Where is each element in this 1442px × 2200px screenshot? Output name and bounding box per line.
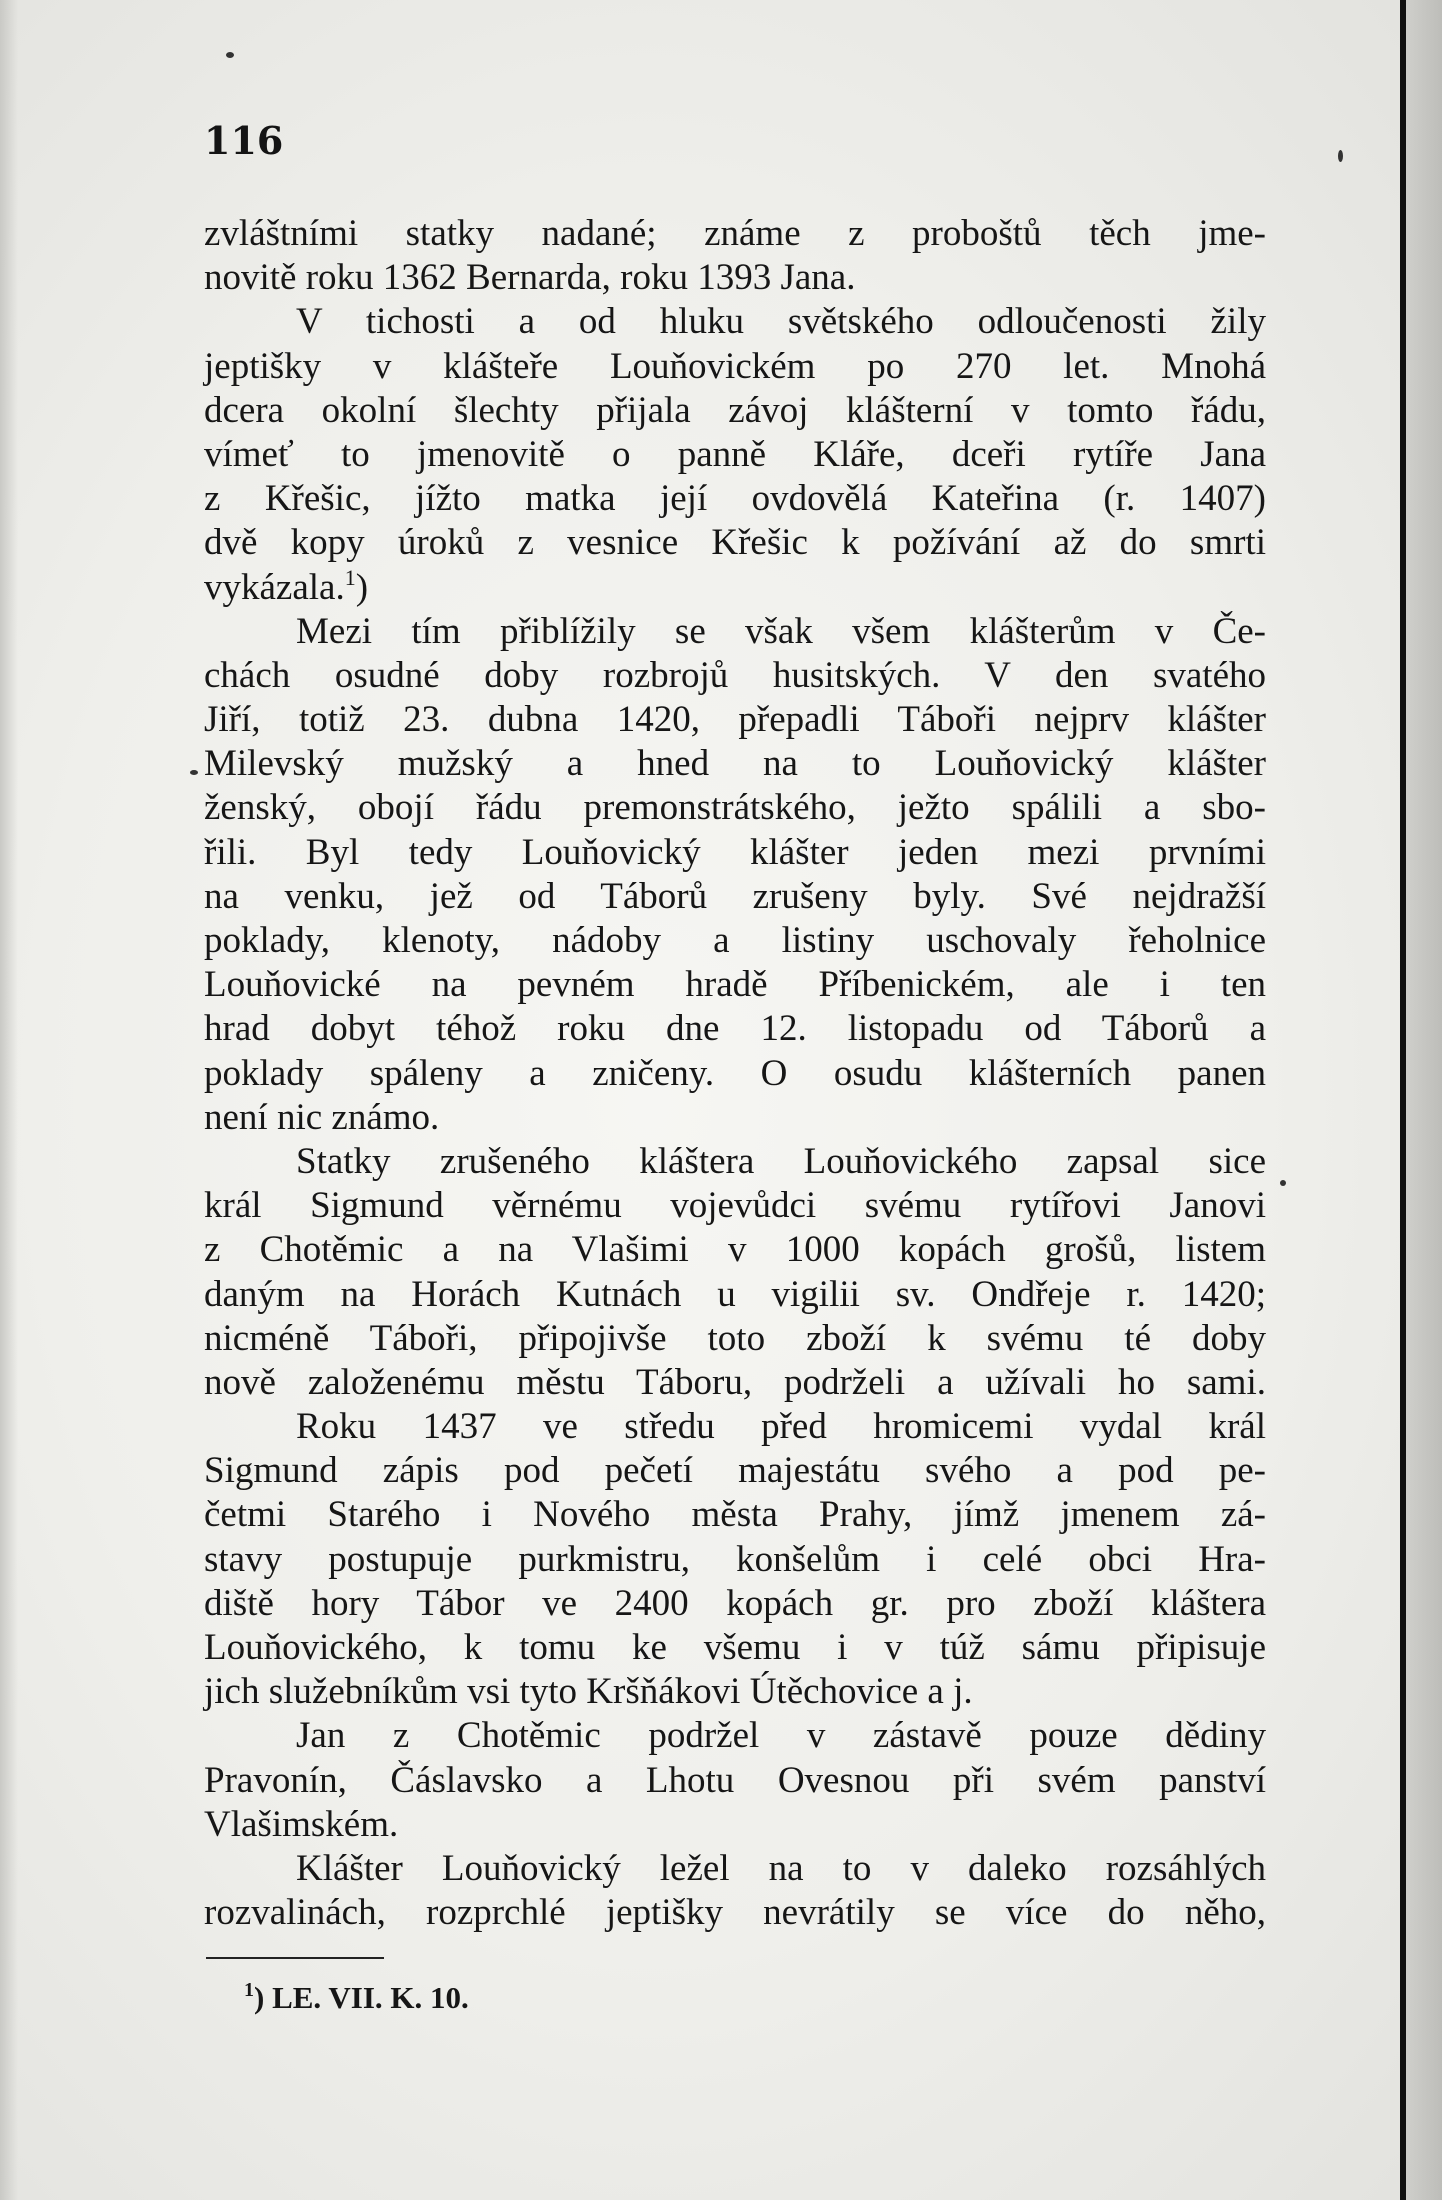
text-line — [204, 1273, 1266, 1317]
print-speck — [190, 770, 198, 775]
text-line-content: vímeť to jmenovitě o panně Kláře, dceři rytíře Jana — [204, 433, 1266, 475]
text-line — [204, 345, 1266, 389]
text-line-content: z Chotěmic a na Vlašimi v 1000 kopách grošů, listem — [204, 1229, 1266, 1271]
text-line — [204, 1140, 1266, 1184]
footnote-rule — [206, 1957, 384, 1959]
text-line-content: Jiří, totiž 23. dubna 1420, přepadli Táboři nejprv klášter — [204, 699, 1266, 741]
text-line-content: poklady spáleny a zničeny. O osudu klášterních panen — [204, 1052, 1266, 1094]
text-line — [204, 1361, 1266, 1405]
page-right-margin — [1406, 0, 1442, 2200]
text-line-content: zvláštními statky nadané; známe z proboštů těch jme- — [204, 213, 1266, 254]
footnote-text: LE. VII. K. 10. — [264, 1980, 469, 2015]
text-line-content: daným na Horách Kutnách u vigilii sv. Ondřeje r. 1420; — [204, 1273, 1266, 1315]
text-line — [204, 1228, 1266, 1272]
page-left-shadow — [0, 0, 18, 2200]
text-line — [204, 1538, 1266, 1582]
text-line-content: dcera okolní šlechty přijala závoj klášterní v tomto řádu, — [204, 389, 1266, 431]
text-line — [204, 300, 1266, 344]
text-line-content: chách osudné doby rozbrojů husitských. V den svatého — [204, 654, 1266, 696]
text-line — [204, 566, 1266, 610]
footnote-reference-bracket: ) — [355, 566, 369, 608]
print-speck — [1280, 1180, 1286, 1186]
text-line-content: není nic známo. — [204, 1096, 440, 1138]
text-line-content: rozvalinách, rozprchlé jeptišky nevrátily se více do něho, — [204, 1892, 1266, 1934]
text-line — [204, 433, 1266, 477]
text-line — [204, 742, 1266, 786]
text-line-content: jeptišky v klášteře Louňovickém po 270 let. Mnohá — [204, 345, 1266, 387]
text-line — [204, 521, 1266, 565]
text-line — [204, 831, 1266, 875]
text-line-content: Mezi tím přiblížily se však všem klášterům v Če- — [296, 610, 1266, 652]
text-line — [204, 477, 1266, 521]
text-line — [204, 212, 1266, 256]
text-line — [204, 698, 1266, 742]
text-line-content: V tichosti a od hluku světského odloučenosti žily — [296, 301, 1266, 343]
text-line — [204, 1847, 1266, 1891]
text-line — [204, 1803, 1266, 1847]
text-line-content: Louňovické na pevném hradě Příbenickém, ale i ten — [204, 964, 1266, 1006]
text-line-content: nicméně Táboři, připojivše toto zboží k svému té doby — [204, 1317, 1266, 1359]
text-line-content: Vlašimském. — [204, 1803, 399, 1845]
text-line-content: Milevský mužský a hned na to Louňovický klášter — [204, 743, 1266, 785]
text-line-content: četmi Starého i Nového města Prahy, jímž jmenem zá- — [204, 1494, 1266, 1536]
text-line-content: Klášter Louňovický ležel na to v daleko rozsáhlých — [296, 1847, 1266, 1889]
text-line — [204, 1626, 1266, 1670]
text-line — [204, 1759, 1266, 1803]
text-line — [204, 1007, 1266, 1051]
text-line-content: ženský, obojí řádu premonstrátského, ježto spálili a sbo- — [204, 787, 1266, 829]
page-number: 116 — [204, 118, 284, 163]
text-line-content: na venku, jež od Táborů zrušeny byly. Své nejdražší — [204, 875, 1266, 917]
text-line — [204, 1891, 1266, 1935]
text-line-content: Jan z Chotěmic podržel v zástavě pouze dědiny — [296, 1715, 1266, 1757]
footnote-bracket: ) — [254, 1980, 265, 2015]
text-line — [204, 1449, 1266, 1493]
text-line-content: Louňovického, k tomu ke všemu i v túž sámu připisuje — [204, 1627, 1266, 1668]
text-line — [204, 786, 1266, 830]
text-line-content: hrad dobyt téhož roku dne 12. listopadu od Táborů a — [204, 1008, 1266, 1050]
text-line — [204, 1493, 1266, 1537]
print-speck — [226, 52, 234, 58]
footnote-reference: 1 — [344, 564, 356, 590]
text-line — [204, 389, 1266, 433]
text-line — [204, 610, 1266, 654]
text-line — [204, 1405, 1266, 1449]
text-line — [204, 256, 1266, 300]
page-binding-edge — [1400, 0, 1406, 2200]
text-line-content: stavy postupuje purkmistru, konšelům i celé obci Hra- — [204, 1538, 1266, 1580]
text-line-content: řili. Byl tedy Louňovický klášter jeden mezi prvními — [204, 831, 1266, 873]
print-speck — [1338, 150, 1343, 162]
text-line — [204, 963, 1266, 1007]
text-line — [204, 1714, 1266, 1758]
footnote-marker: 1 — [244, 1979, 254, 2001]
text-line-content: jich služebníkům vsi tyto Kršňákovi Útěchovice a j. — [204, 1671, 973, 1713]
text-line-content: dvě kopy úroků z vesnice Křešic k požívání až do smrti — [204, 522, 1266, 564]
text-line-content: Roku 1437 ve středu před hromicemi vydal král — [296, 1406, 1266, 1448]
text-line — [204, 1096, 1266, 1140]
text-line-content: Sigmund zápis pod pečetí majestátu svého a pod pe- — [204, 1450, 1266, 1492]
text-line — [204, 875, 1266, 919]
text-line-content: král Sigmund věrnému vojevůdci svému rytířovi Janovi — [204, 1185, 1266, 1227]
footnote — [244, 1980, 469, 2016]
text-line-content: novitě roku 1362 Bernarda, roku 1393 Jana. — [204, 257, 856, 299]
text-line — [204, 1670, 1266, 1714]
body-text — [204, 212, 1266, 1935]
text-line — [204, 1052, 1266, 1096]
text-line-content: poklady, klenoty, nádoby a listiny uschovaly řeholnice — [204, 920, 1266, 961]
text-line — [204, 1317, 1266, 1361]
text-line-content: Pravonín, Čáslavsko a Lhotu Ovesnou při svém panství — [204, 1759, 1266, 1801]
text-line-content: diště hory Tábor ve 2400 kopách gr. pro zboží kláštera — [204, 1582, 1266, 1624]
text-line-content: vykázala. — [204, 566, 345, 608]
text-line-content: z Křešic, jížto matka její ovdovělá Kateřina (r. 1407) — [204, 478, 1266, 520]
text-line — [204, 1582, 1266, 1626]
text-line-content: nově založenému městu Táboru, podrželi a užívali ho sami. — [204, 1361, 1266, 1403]
text-line — [204, 654, 1266, 698]
text-line — [204, 1184, 1266, 1228]
text-line — [204, 919, 1266, 963]
text-line-content: Statky zrušeného kláštera Louňovického zapsal sice — [296, 1140, 1266, 1182]
